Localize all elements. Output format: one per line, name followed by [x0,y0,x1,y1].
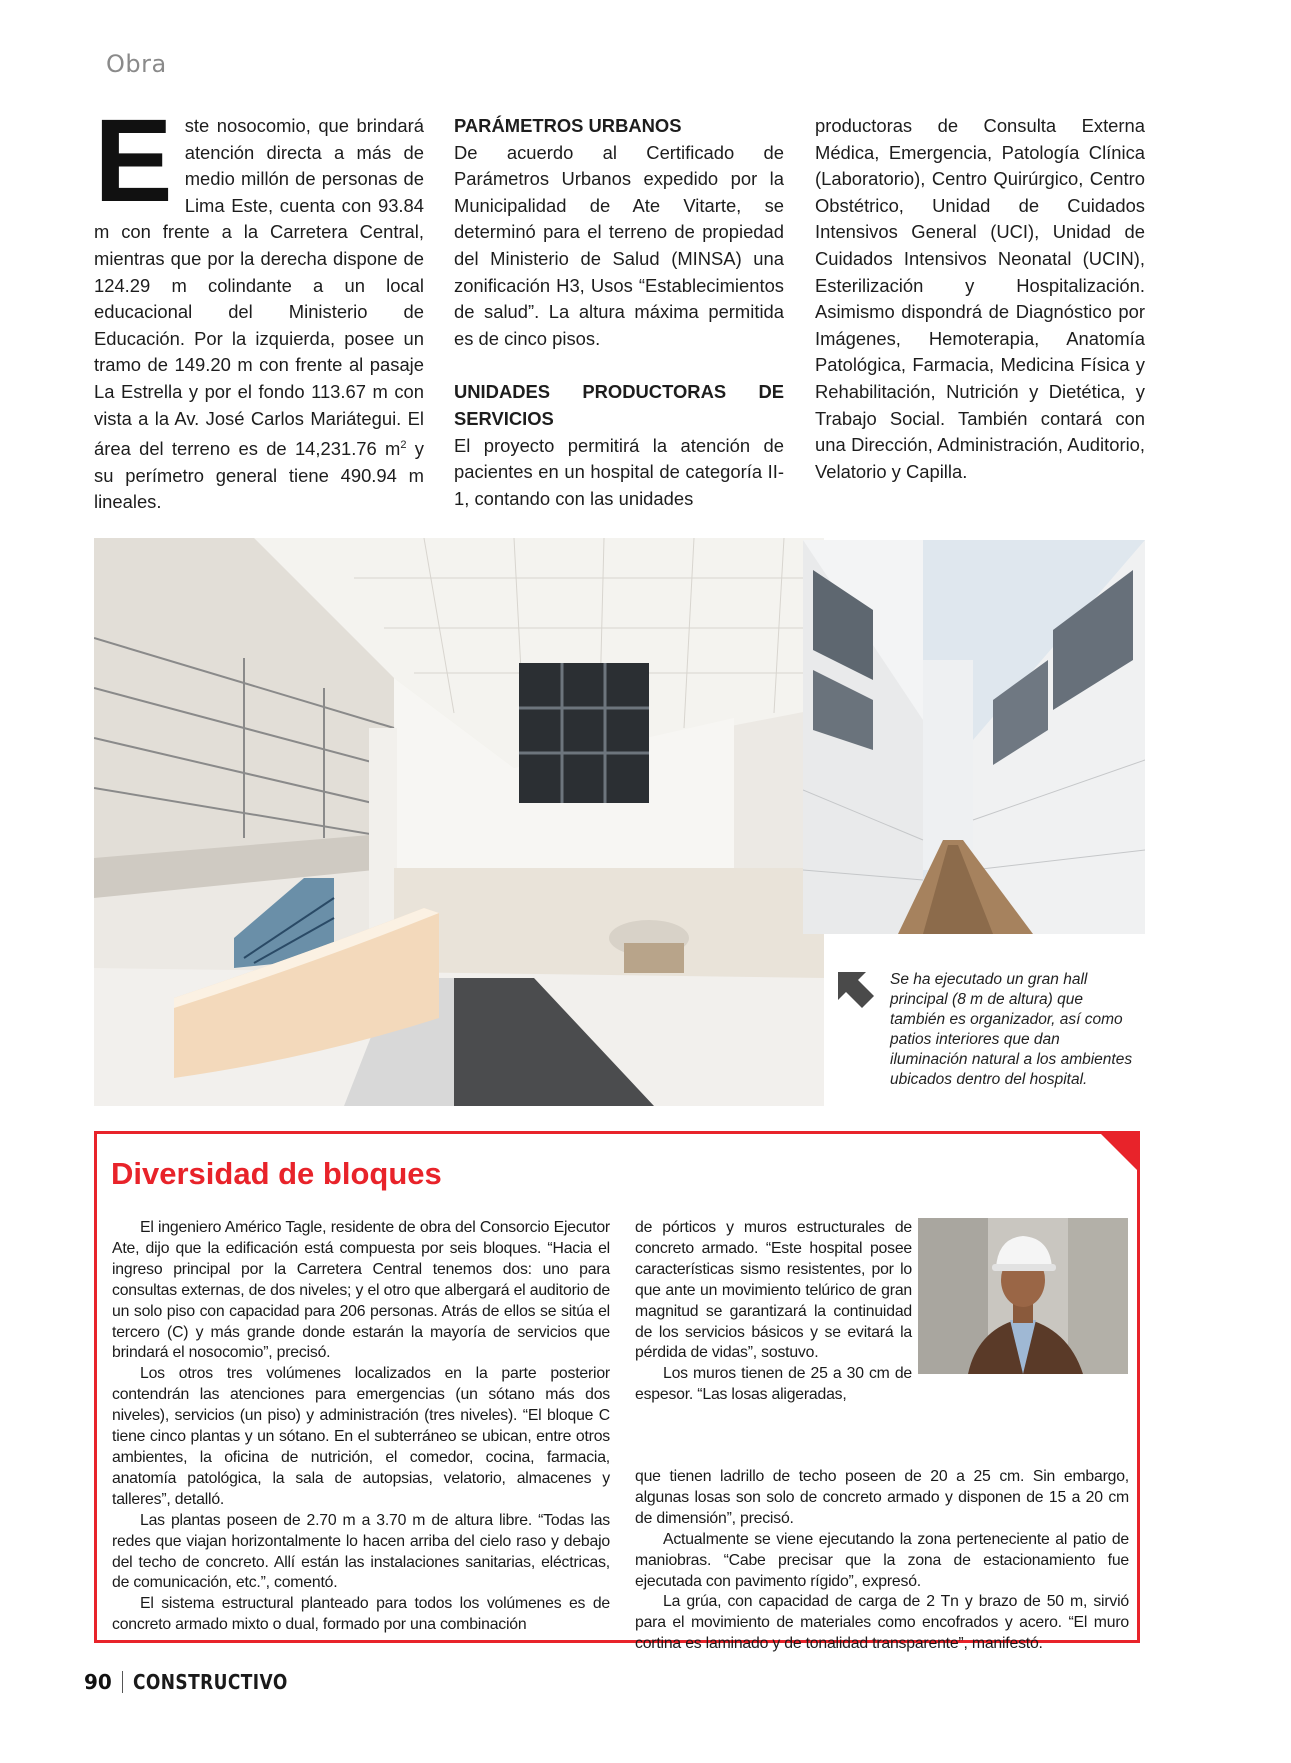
box-paragraph: El ingeniero Américo Tagle, residente de obra del Consorcio Ejecutor Ate, dijo que la edificación está compuesta por seis bloques. “Hacia el ingreso principal por la Carretera Central tenemos dos: uno para consultas externas, de dos niveles; y el otro que albergará el auditorio de un solo piso con capacidad para 206 personas. Atrás de ellos se sitúa el tercero (C) y más grande donde estarán la mayoría de servicios que brindará el nosocomio”, precisó. [112,1219,610,1362]
photo-caption: Se ha ejecutado un gran hall principal (8 m de altura) que también es organizador, así como patios interiores que dan iluminación natural a los ambientes ubicados dentro del hospital. [890,971,1133,1088]
page-footer [84,1670,315,1694]
engineer-illustration [918,1218,1128,1374]
magazine-brand: CONSTRUCTIVO [132,1670,288,1694]
box-paragraph: Actualmente se viene ejecutando la zona perteneciente al patio de maniobras. “Cabe precisar que la zona de estacionamiento fue ejecutada con pavimento rígido”, expresó. [635,1530,1129,1590]
box-column-2-top [635,1218,912,1406]
box-paragraph: La grúa, con capacidad de carga de 2 Tn y brazo de 50 m, sirvió para el movimiento de materiales como encofrados y acero. “El muro cortina es laminado y de tonalidad transparente”, manifestó. [635,1593,1129,1653]
photo-main-hall [94,538,824,1106]
article-column-1 [94,95,425,516]
drop-cap: E [94,95,173,227]
box-column-2 [635,1467,1129,1655]
paragraph-unidades-cont: productoras de Consulta Externa Médica, Emergencia, Patología Clínica (Laboratorio), Centro Quirúrgico, Centro Obstétrico, Unidad de Cuidados Intensivos General (UCI), Unidad de Cuidados Intensivos Neonatal (UCIN), Esterilización y Hospitalización. Asimismo dispondrá de Diagnóstico por Imágenes, Hemoterapia, Anatomía Patológica, Farmacia, Medicina Física y Rehabilitación, Nutrición y Dietética, y Trabajo Social. También contará con una Dirección, Administración, Auditorio, Velatorio y Capilla. [815,115,1145,482]
box-title: Diversidad de bloques [111,1156,442,1191]
column-1-text-end: y su perímetro general tiene 490.94 m lineales. [94,438,425,513]
subheading-parametros: PARÁMETROS URBANOS [454,115,682,136]
corner-triangle-icon [1098,1131,1140,1173]
arrow-up-left-icon [836,970,876,1010]
box-paragraph: Los muros tienen de 25 a 30 cm de espesor. “Las losas aligeradas, [635,1365,912,1404]
sidebar-box [94,1131,1140,1653]
article-column-3 [815,113,1145,485]
patio-illustration [803,540,1145,934]
photo-engineer [918,1218,1128,1374]
box-paragraph: El sistema estructural planteado para todos los volúmenes es de concreto armado mixto o dual, formado por una combinación [112,1595,610,1634]
superscript: 2 [400,439,407,452]
box-paragraph: que tienen ladrillo de techo poseen de 20 a 25 cm. Sin embargo, algunas losas son solo de concreto armado y disponen de 15 a 20 cm de dimensión”, precisó. [635,1468,1129,1527]
paragraph-unidades: El proyecto permitirá la atención de pacientes en un hospital de categoría II-1, contando con las unidades [454,434,784,509]
box-paragraph: de pórticos y muros estructurales de concreto armado. “Este hospital posee características sismo resistentes, por lo que ante un movimiento telúrico de gran magnitud se garantizará la continuidad de los servicios básicos y se evitará la pérdida de vidas”, sostuvo. [635,1219,912,1362]
box-column-1 [112,1218,610,1636]
subheading-unidades: UNIDADES PRODUCTORAS DE SERVICIOS [454,381,784,429]
photo-interior-patio [803,540,1145,934]
box-paragraph: Los otros tres volúmenes localizados en la parte posterior contendrán las atenciones para emergencias (un sótano más dos niveles), servicios (un piso) y administración (tres niveles). “El bloque C tiene cinco plantas y un sótano. En el subterráneo se ubican, entre otros ambientes, la oficina de nutrición, el comedor, cocina, farmacia, anatomía patológica, la sala de autopsias, velatorio, almacenes y talleres”, detalló. [112,1365,610,1508]
footer-divider [122,1671,123,1693]
hall-illustration [94,538,824,1106]
page-number: 90 [84,1670,112,1694]
spacer [454,352,784,379]
article-column-2 [454,113,784,512]
column-1-text: ste nosocomio, que brindará atención directa a más de medio millón de personas de Lima Este, cuenta con 93.84 m con frente a la Carretera Central, mientras que por la derecha dispone de 124.29 m colindante a un local educacional del Ministerio de Educación. Por la izquierda, posee un tramo de 149.20 m con frente al pasaje La Estrella y por el fondo 113.67 m con vista a la Av. José Carlos Mariátegui. El área del terreno es de 14,231.76 m [94,115,424,460]
section-label: Obra [106,50,167,78]
box-paragraph: Las plantas poseen de 2.70 m a 3.70 m de altura libre. “Todas las redes que viajan horizontalmente lo hacen arriba del cielo raso y debajo del techo de concreto. Allí están las instalaciones sanitarias, eléctricas, de comunicación, etc.”, comentó. [112,1511,610,1592]
paragraph-parametros: De acuerdo al Certificado de Parámetros Urbanos expedido por la Municipalidad de Ate Vitarte, se determinó para el terreno de propiedad del Ministerio de Salud (MINSA) una zonificación H3, Usos “Establecimientos de salud”. La altura máxima permitida es de cinco pisos. [454,141,784,349]
